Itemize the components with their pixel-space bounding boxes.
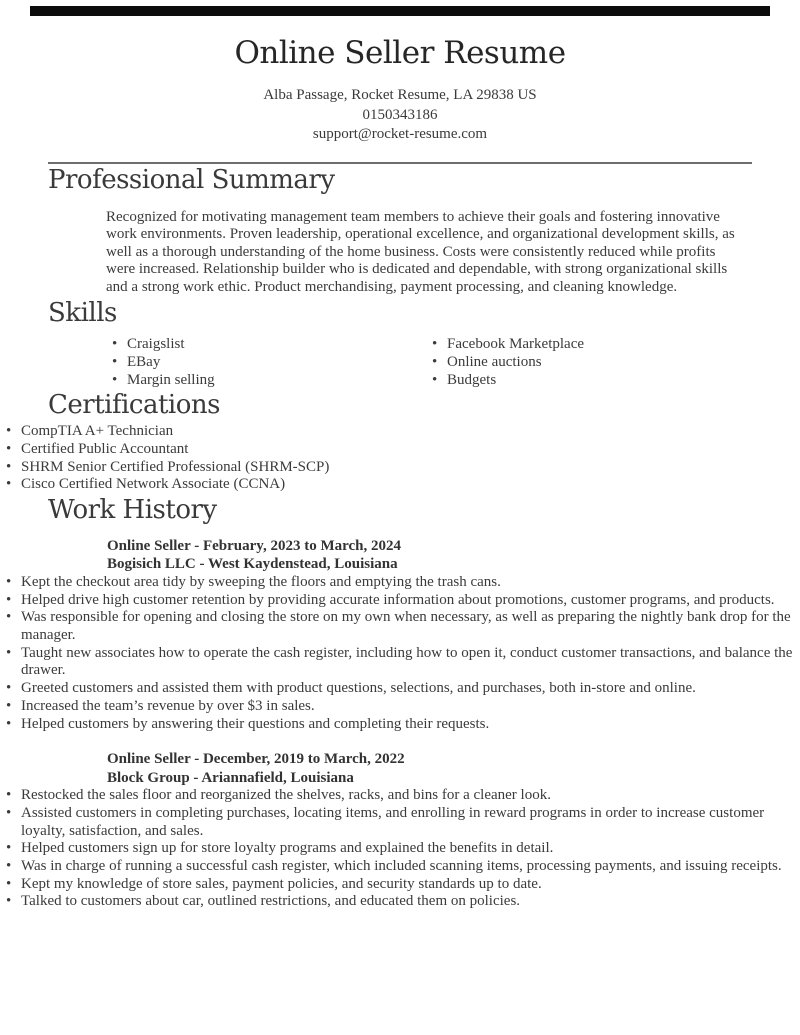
section-heading-skills: Skills xyxy=(48,297,117,328)
skills-columns xyxy=(106,336,748,389)
certification-item: • CompTIA A+ Technician xyxy=(0,423,800,441)
skill-item: • Margin selling xyxy=(106,372,426,390)
summary-text: Recognized for motivating management team members to achieve their goals and fostering innovative work environments. Proven leadership, operational excellence, and organizational development skills, as well as a thorough understanding of the home business. Costs were consistently reduced while profits were increased. Relationship builder who is dedicated and dependable, with strong organizational skills and a strong work ethic. Product merchandising, payment processing, and cleaning knowledge. xyxy=(106,208,735,295)
certifications-list xyxy=(0,423,800,494)
skills-column-2 xyxy=(426,336,748,389)
contact-email: support@rocket-resume.com xyxy=(312,126,488,143)
contact-phone: 0150343186 xyxy=(362,106,438,123)
job-duty-item: • Helped customers by answering their questions and completing their requests. xyxy=(0,716,800,734)
skill-item: • Craigslist xyxy=(106,336,426,354)
job-duty-item: • Kept the checkout area tidy by sweeping the floors and emptying the trash cans. xyxy=(0,574,800,592)
skill-item: • Facebook Marketplace xyxy=(426,336,748,354)
certification-item: • SHRM Senior Certified Professional (SHRM-SCP) xyxy=(0,459,800,477)
job-title-line: Online Seller - December, 2019 to March, 2022 xyxy=(107,751,405,768)
job-duty-item: • Was in charge of running a successful cash register, which included scanning items, processing payments, and issuing receipts. xyxy=(0,858,800,876)
job-header xyxy=(107,750,748,787)
job-duties-list xyxy=(0,574,800,733)
job-duty-item: • Increased the team’s revenue by over $3 in sales. xyxy=(0,698,800,716)
resume-header xyxy=(0,0,800,145)
section-heading-professional-summary: Professional Summary xyxy=(48,164,335,195)
skill-item: • EBay xyxy=(106,354,426,372)
section-heading-work-history: Work History xyxy=(48,495,217,526)
resume-title: Online Seller Resume xyxy=(234,35,566,71)
job-duty-item: • Was responsible for opening and closing the store on my own when necessary, as well as preparing the nightly bank drop for the manager. xyxy=(0,609,800,644)
certification-item: • Cisco Certified Network Associate (CCNA) xyxy=(0,476,800,494)
job-entry xyxy=(0,537,800,733)
section-heading-certifications: Certifications xyxy=(48,390,220,421)
skill-item: • Budgets xyxy=(426,372,748,390)
job-duty-item: • Taught new associates how to operate the cash register, including how to open it, conduct customer transactions, and balance the drawer. xyxy=(0,645,800,680)
top-accent-bar xyxy=(30,6,770,16)
job-company-line: Block Group - Ariannafield, Louisiana xyxy=(107,769,354,786)
job-duty-item: • Kept my knowledge of store sales, payment policies, and security standards up to date. xyxy=(0,876,800,894)
skill-item: • Online auctions xyxy=(426,354,748,372)
job-company-line: Bogisich LLC - West Kaydenstead, Louisiana xyxy=(107,556,398,573)
job-duty-item: • Greeted customers and assisted them with product questions, selections, and purchases, both in-store and online. xyxy=(0,680,800,698)
job-duty-item: • Talked to customers about car, outlined restrictions, and educated them on policies. xyxy=(0,893,800,911)
job-duty-item: • Assisted customers in completing purchases, locating items, and enrolling in reward programs in order to increase customer loyalty, satisfaction, and sales. xyxy=(0,805,800,840)
job-entry xyxy=(0,750,800,911)
job-duty-item: • Helped drive high customer retention by providing accurate information about promotions, customer programs, and products. xyxy=(0,592,800,610)
job-duties-list xyxy=(0,787,800,911)
job-title-line: Online Seller - February, 2023 to March, 2024 xyxy=(107,537,402,554)
contact-address: Alba Passage, Rocket Resume, LA 29838 US xyxy=(263,87,537,104)
job-header xyxy=(107,537,748,574)
contact-block xyxy=(0,86,800,145)
job-duty-item: • Restocked the sales floor and reorganized the shelves, racks, and bins for a cleaner look. xyxy=(0,787,800,805)
skills-column-1 xyxy=(106,336,426,389)
certification-item: • Certified Public Accountant xyxy=(0,441,800,459)
job-duty-item: • Helped customers sign up for store loyalty programs and explained the benefits in detail. xyxy=(0,840,800,858)
